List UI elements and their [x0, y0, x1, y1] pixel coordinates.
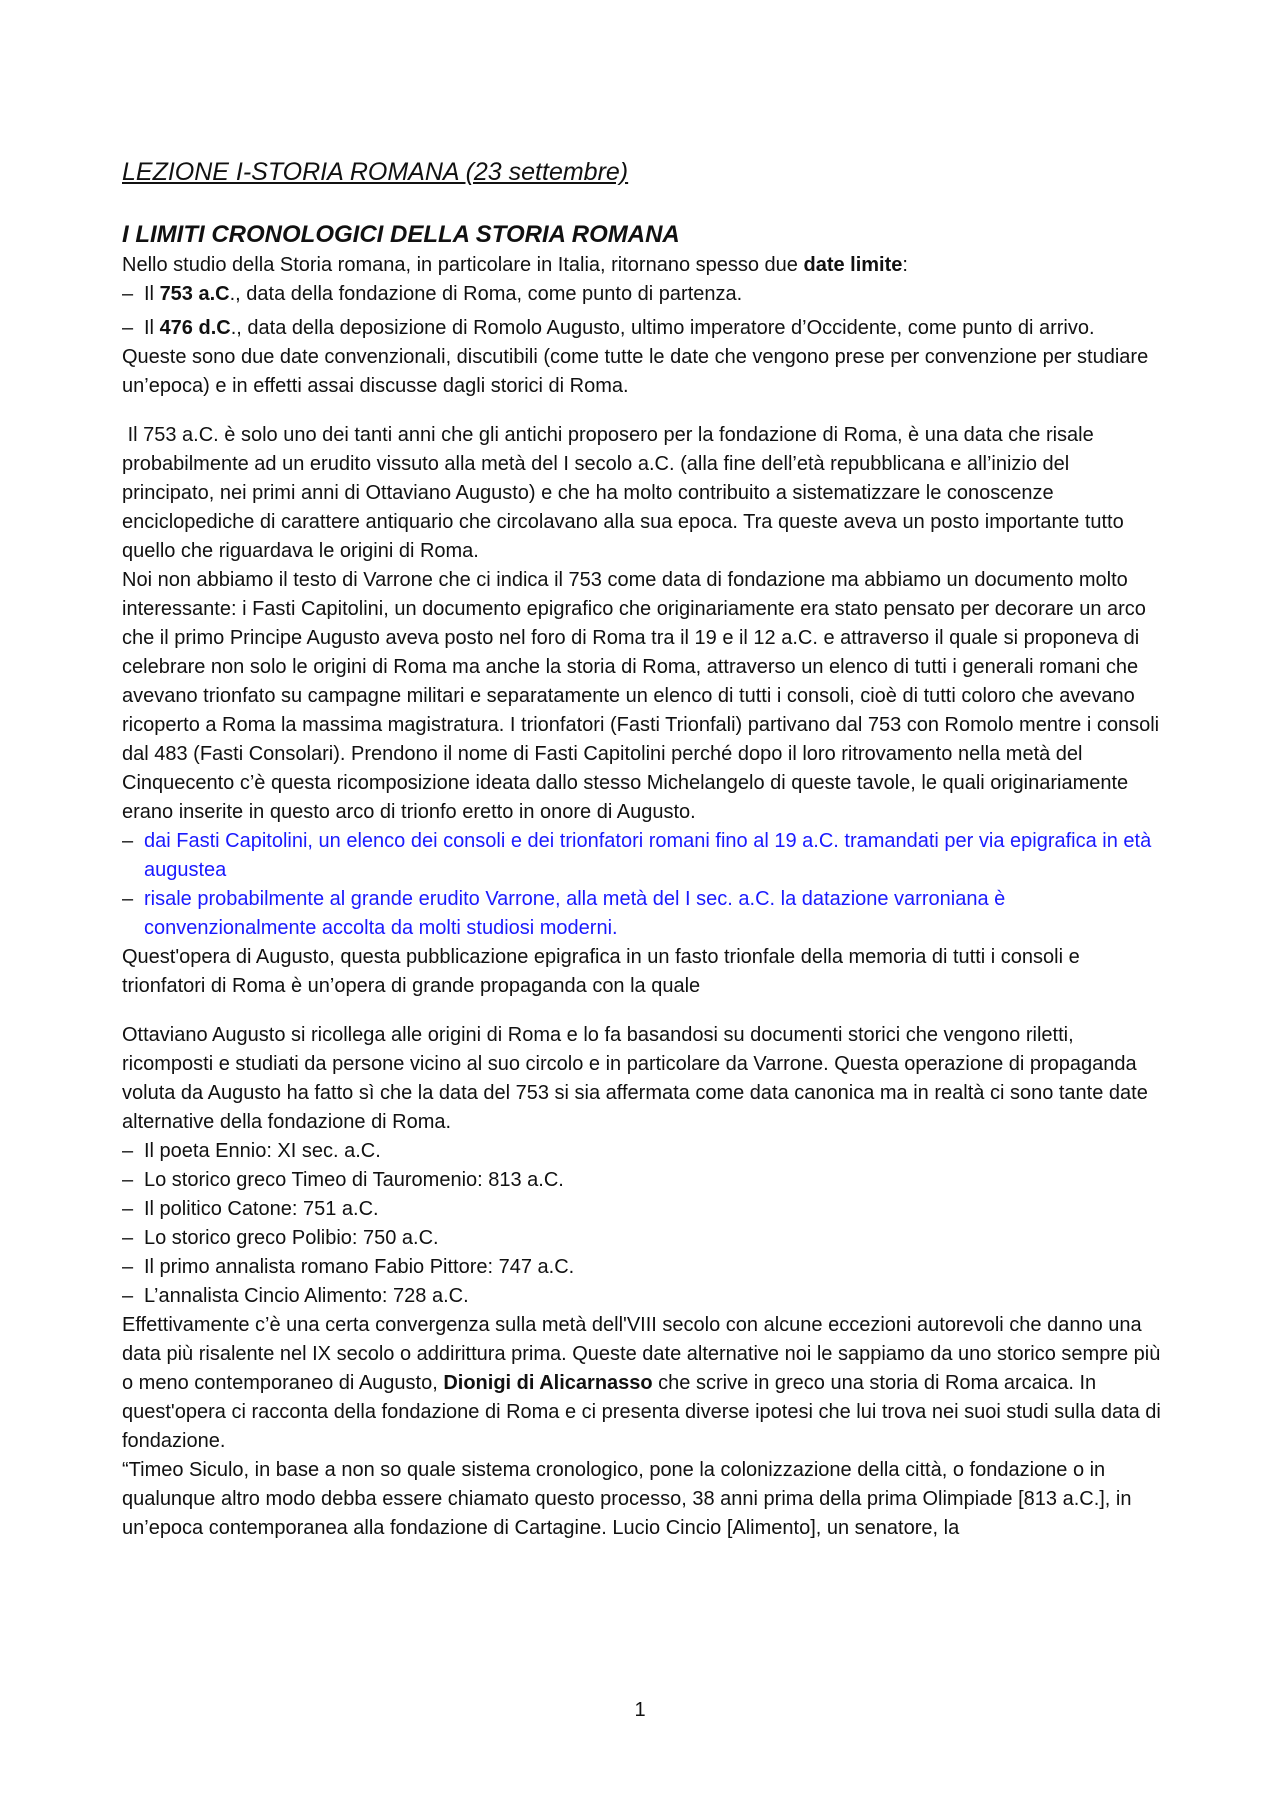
augustus-work-paragraph: Quest'opera di Augusto, questa pubblicazione epigrafica in un fasto trionfale della memoria di tutti i consoli e trionfatori di Roma è un’opera di grande propaganda con la quale — [122, 946, 1080, 997]
list-item-bold: 476 d.C — [159, 317, 231, 339]
list-item: – Il primo annalista romano Fabio Pittore: 747 a.C. — [122, 1253, 1167, 1282]
list-item-text: ., data della deposizione di Romolo Augusto, ultimo imperatore d’Occidente, come punto di arrivo. — [230, 317, 1095, 339]
varrone-paragraph: Noi non abbiamo il testo di Varrone che ci indica il 753 come data di fondazione ma abbiamo un documento molto interessante: i Fasti Capitolini, un documento epigrafico che originariamente era stato pensato per decorare un arco che il primo Principe Augusto aveva posto nel foro di Roma tra il 19 e il 12 a.C. e attraverso il quale si proponeva di celebrare non solo le origini di Roma ma anche la storia di Roma, attraverso un elenco di tutti i generali romani che avevano trionfato su campagne militari e separatamente un elenco di tutti i consoli, cioè di tutti coloro che avevano ricoperto a Roma la massima magistratura. I trionfatori (Fasti Trionfali) partivano dal 753 con Romolo mentre i consoli dal 483 (Fasti Consolari). Prendono il nome di Fasti Capitolini perché dopo il loro ritrovamento nella metà del Cinquecento c’è questa ricomposizione ideata dallo stesso Michelangelo di queste tavole, le quali originariamente erano inserite in questo arco di trionfo eretto in onore di Augusto. — [122, 569, 1160, 823]
quote-paragraph: “Timeo Siculo, in base a non so quale sistema cronologico, pone la colonizzazione della città, o fondazione o in qualunque altro modo debba essere chiamato questo processo, 38 anni prima della prima Olimpiade [813 a.C.], in un’epoca contemporanea alla fondazione di Cartagine. Lucio Cincio [Alimento], un senatore, la — [122, 1459, 1132, 1539]
list-item: – dai Fasti Capitolini, un elenco dei consoli e dei trionfatori romani fino al 19 a.C. tramandati per via epigrafica in età augustea — [122, 827, 1167, 885]
list-item: – Lo storico greco Timeo di Tauromenio: 813 a.C. — [122, 1166, 1167, 1195]
list-item: – L’annalista Cincio Alimento: 728 a.C. — [122, 1282, 1167, 1311]
intro-text-end: : — [902, 254, 908, 276]
list-item: – Il politico Catone: 751 a.C. — [122, 1195, 1167, 1224]
paragraph-text: che scrive in greco una storia di Roma arcaica. In quest'opera ci racconta della fondazione di Roma e ci presenta diverse ipotesi che lui trova nei suoi studi sulla data di fondazione. — [122, 1372, 1161, 1452]
list-item — [122, 314, 1167, 343]
year-753-paragraph: Il 753 a.C. è solo uno dei tanti anni che gli antichi proposero per la fondazione di Roma, è una data che risale probabilmente ad un erudito vissuto alla metà del I secolo a.C. (alla fine dell’età repubblicana e all’inizio del principato, nei primi anni di Ottaviano Augusto) e che ha molto contribuito a sistematizzare le conoscenze enciclopediche di carattere antiquario che circolavano alla sua epoca. Tra queste aveva un posto importante tutto quello che riguardava le origini di Roma. — [122, 424, 1130, 562]
list-item: – Il poeta Ennio: XI sec. a.C. — [122, 1137, 1167, 1166]
list-item: – Lo storico greco Polibio: 750 a.C. — [122, 1224, 1167, 1253]
section-heading: I LIMITI CRONOLOGICI DELLA STORIA ROMANA — [122, 221, 680, 248]
alternative-dates-list — [122, 1137, 1167, 1311]
list-item: – risale probabilmente al grande erudito Varrone, alla metà del I sec. a.C. la datazione varroniana è convenzionalmente accolta da molti studiosi moderni. — [122, 885, 1167, 943]
intro-text: Nello studio della Storia romana, in particolare in Italia, ritornano spesso due — [122, 254, 804, 276]
list-item — [122, 280, 1167, 309]
intro-bold-text: date limite — [803, 254, 903, 276]
page-content — [122, 155, 1167, 1543]
intro-paragraph — [122, 251, 1167, 280]
date-limits-list — [122, 280, 1167, 343]
conventional-dates-paragraph: Queste sono due date convenzionali, discutibili (come tutte le date che vengono prese per convenzione per studiare un’epoca) e in effetti assai discusse dagli storici di Roma. — [122, 346, 1149, 397]
convergence-paragraph — [122, 1311, 1167, 1456]
list-item-bold: 753 a.C — [159, 283, 230, 305]
paragraph-text: Effettivamente c’è una certa convergenza sulla metà dell'VIII secolo con alcune eccezioni autorevoli che danno una data più risalente nel IX secolo o addirittura prima. Queste date alternative noi le sappiamo da uno storico sempre più o meno contemporaneo di Augusto, — [122, 1314, 1161, 1394]
list-item-text: Il — [144, 317, 160, 339]
ottaviano-paragraph: Ottaviano Augusto si ricollega alle origini di Roma e lo fa basandosi su documenti storici che vengono riletti, ricomposti e studiati da persone vicino al suo circolo e in particolare da Varrone. Questa operazione di propaganda voluta da Augusto ha fatto sì che la data del 753 si sia affermata come data canonica ma in realtà ci sono tante date alternative della fondazione di Roma. — [122, 1024, 1148, 1133]
lesson-title: LEZIONE I-STORIA ROMANA (23 settembre) — [122, 158, 629, 186]
list-item-text: ., data della fondazione di Roma, come punto di partenza. — [229, 283, 743, 305]
notes-list — [122, 827, 1167, 943]
page-number: 1 — [634, 1699, 646, 1721]
author-name: Dionigi di Alicarnasso — [443, 1372, 653, 1394]
list-item-text: Il — [144, 283, 160, 305]
